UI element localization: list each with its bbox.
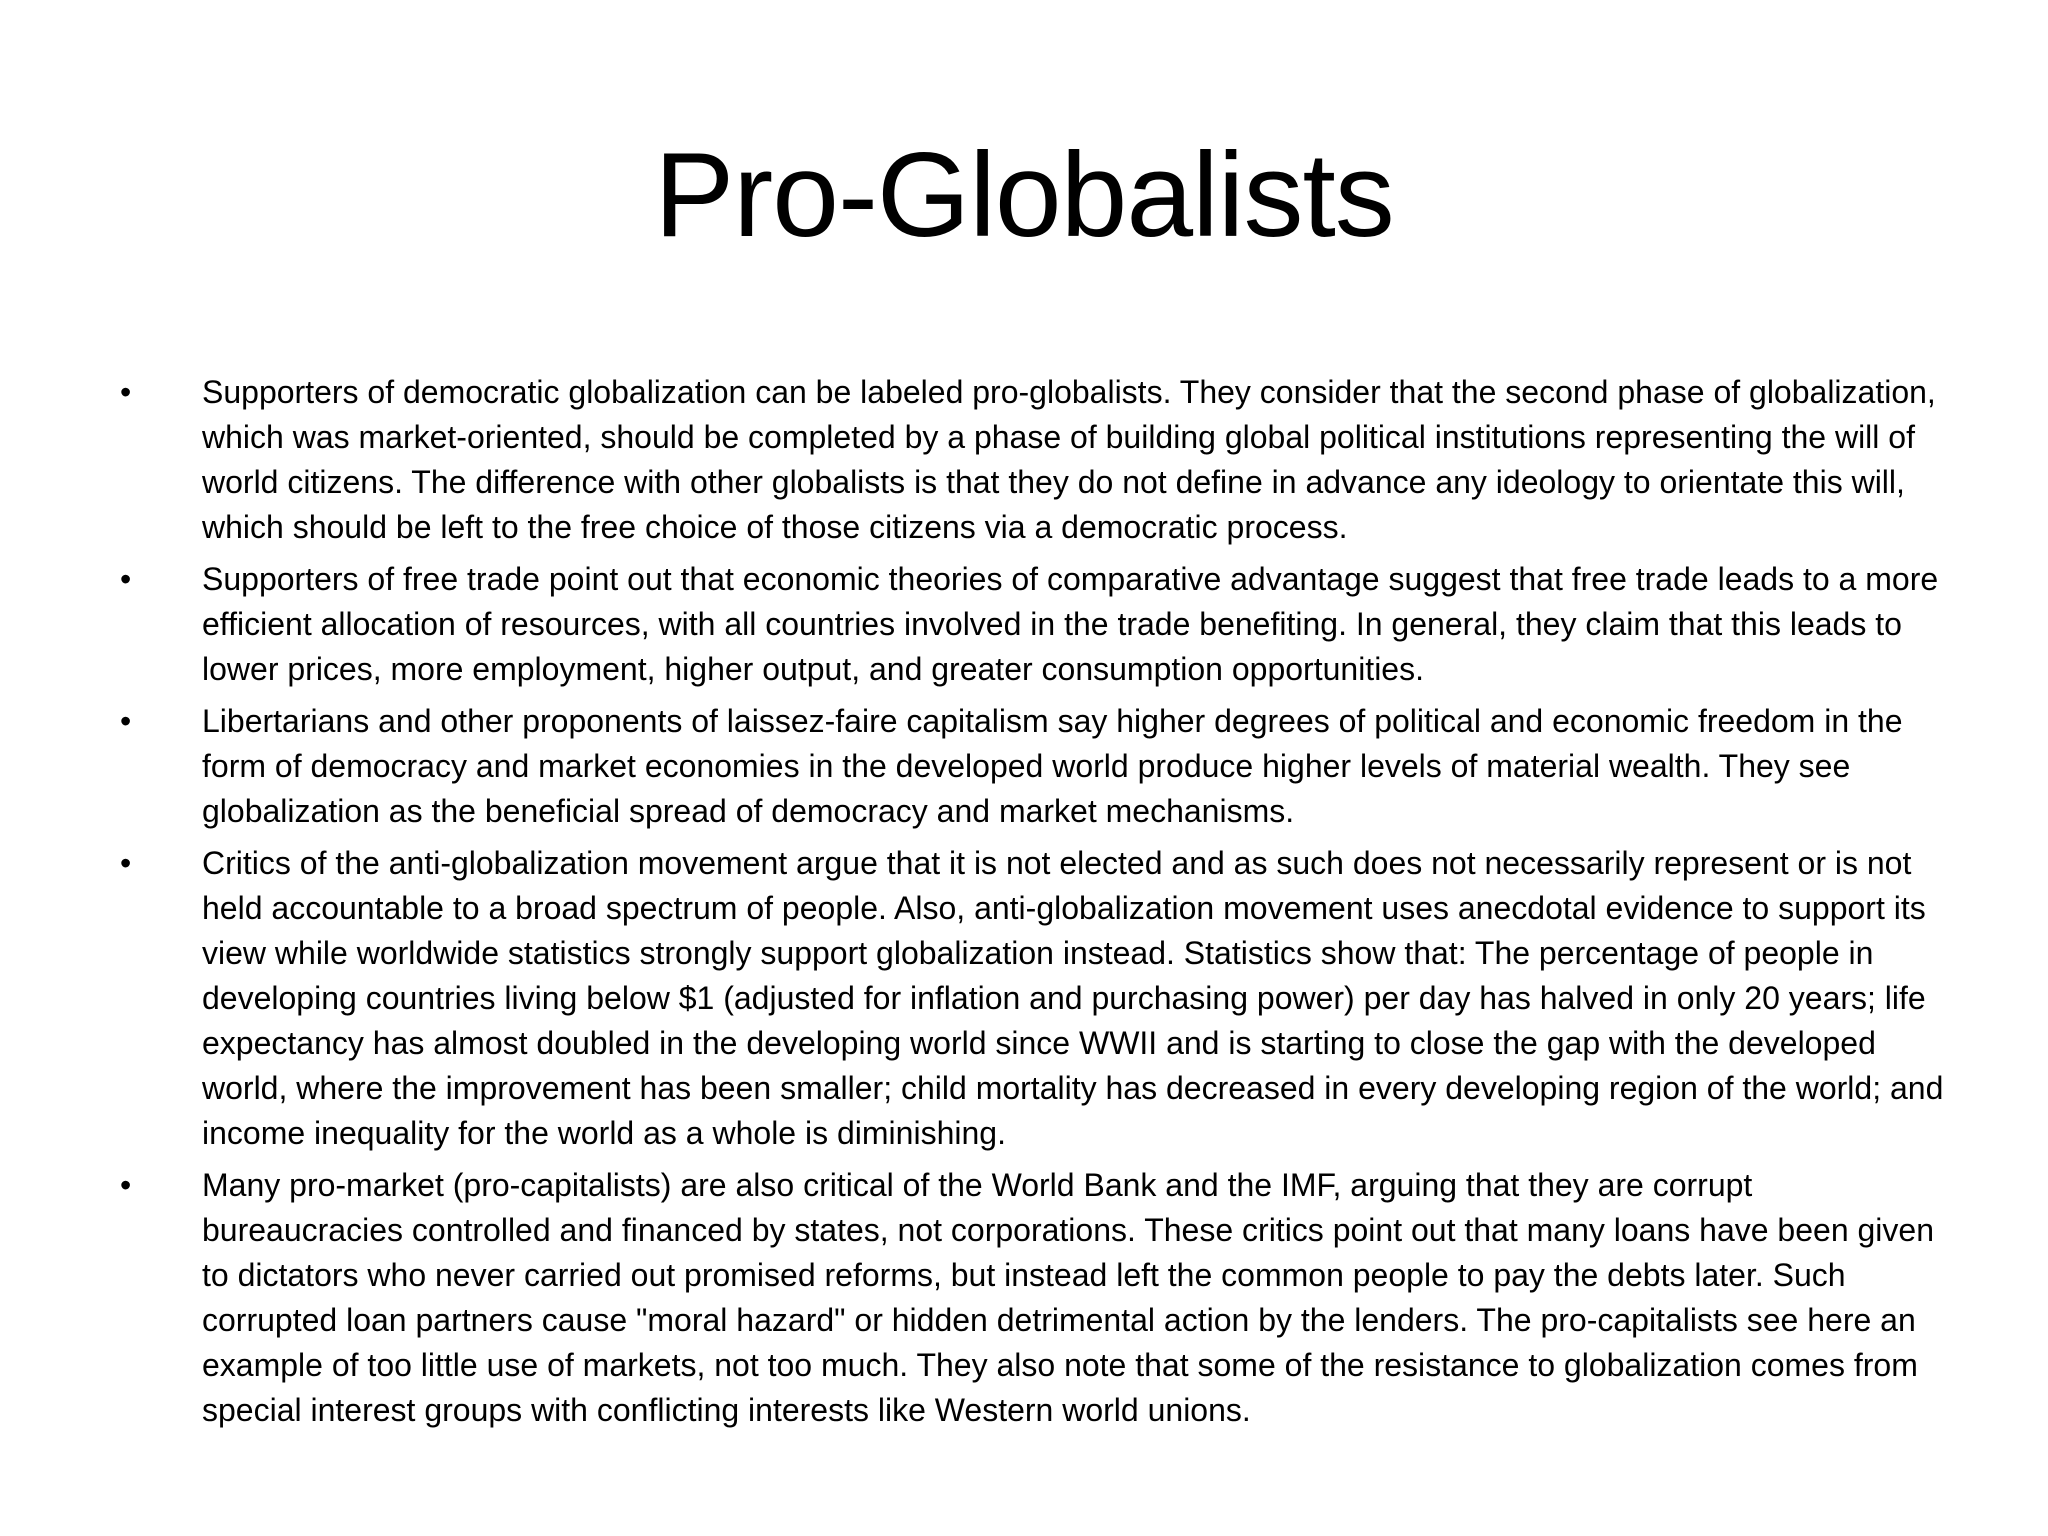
bullet-text: Libertarians and other proponents of laissez-faire capitalism say higher degrees of political and economic freedom in the form of democracy and market economies in the developed world produce higher levels of material wealth. They see globalization as the beneficial spread of democracy and market mechanisms. xyxy=(202,703,1903,829)
bullet-text: Supporters of free trade point out that economic theories of comparative advantage suggest that free trade leads to a more efficient allocation of resources, with all countries involved in the trade benefiting. In general, they claim that this leads to lower prices, more employment, higher output, and greater consumption opportunities. xyxy=(202,561,1939,687)
bullet-text: Supporters of democratic globalization can be labeled pro-globalists. They consider that the second phase of globalization, which was market-oriented, should be completed by a phase of building global political institutions representing the will of world citizens. The difference with other globalists is that they do not define in advance any ideology to orientate this will, which should be left to the free choice of those citizens via a democratic process. xyxy=(202,374,1936,545)
bullet-dot-icon: • xyxy=(120,561,132,597)
bullet-dot-icon: • xyxy=(120,703,132,739)
bullet-text: Many pro-market (pro-capitalists) are also critical of the World Bank and the IMF, arguing that they are corrupt bureaucracies controlled and financed by states, not corporations. These critics point out that many loans have been given to dictators who never carried out promised reforms, but instead left the common people to pay the debts later. Such corrupted loan partners cause "moral hazard" or hidden detrimental action by the lenders. The pro-capitalists see here an example of too little use of markets, not too much. They also note that some of the resistance to globalization comes from special interest groups with conflicting interests like Western world unions. xyxy=(202,1167,1934,1428)
bullet-text: Critics of the anti-globalization movement argue that it is not elected and as such does not necessarily represent or is not held accountable to a broad spectrum of people. Also, anti-globalization movement uses anecdotal evidence to support its view while worldwide statistics strongly support globalization instead. Statistics show that: The percentage of people in developing countries living below $1 (adjusted for inflation and purchasing power) per day has halved in only 20 years; life expectancy has almost doubled in the developing world since WWII and is starting to close the gap with the developed world, where the improvement has been smaller; child mortality has decreased in every developing region of the world; and income inequality for the world as a whole is diminishing. xyxy=(202,845,1944,1151)
slide-title: Pro-Globalists xyxy=(654,128,1394,262)
bullet-list xyxy=(120,370,1950,1440)
bullet-item xyxy=(120,370,1950,550)
bullet-item xyxy=(120,841,1950,1156)
bullet-item xyxy=(120,1163,1950,1433)
bullet-dot-icon: • xyxy=(120,1167,132,1203)
bullet-dot-icon: • xyxy=(120,845,132,881)
bullet-dot-icon: • xyxy=(120,374,132,410)
bullet-item xyxy=(120,699,1950,834)
bullet-item xyxy=(120,557,1950,692)
